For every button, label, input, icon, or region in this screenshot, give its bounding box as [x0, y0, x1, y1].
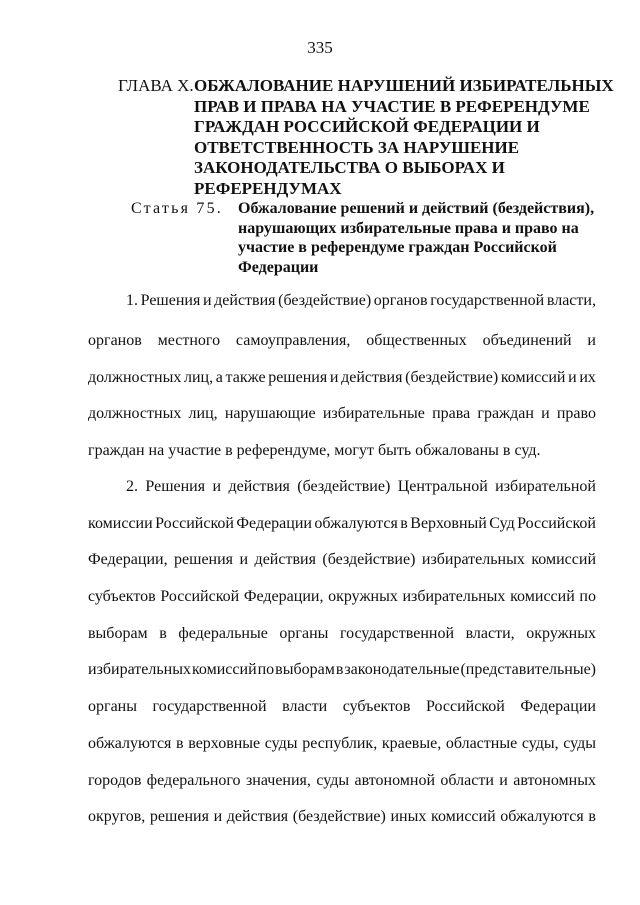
body-line: городов федерального значения, суды автономной области и автономных: [88, 772, 596, 789]
body-line: субъектов Российской Федерации, окружных избирательных комиссий по: [88, 588, 596, 605]
article-title-line: участие в референдуме граждан Российской: [238, 239, 557, 256]
article-title-line: нарушающих избирательные права и право на: [238, 219, 579, 237]
chapter-heading: [118, 76, 614, 199]
body-line: комиссии Российской Федерации обжалуются в Верховный Суд Российской: [88, 515, 596, 532]
body-line: избирательных комиссий по выборам в законодательные (представительные): [88, 661, 596, 678]
chapter-title-line: ОТВЕТСТВЕННОСТЬ ЗА НАРУШЕНИЕ: [194, 137, 520, 157]
article-title-line: Обжалование решений и действий (бездействия),: [238, 200, 595, 217]
body-line: выборам в федеральные органы государственной власти, окружных: [88, 625, 596, 642]
chapter-title-line: ПРАВ И ПРАВА НА УЧАСТИЕ В РЕФЕРЕНДУМЕ: [194, 96, 590, 116]
page-number: 335: [307, 38, 333, 57]
body-line: органы государственной власти субъектов Российской Федерации: [88, 698, 596, 715]
body-line: органов местного самоуправления, общественных объединений и: [88, 332, 596, 349]
chapter-title: [194, 76, 614, 199]
chapter-title-line: ГРАЖДАН РОССИЙСКОЙ ФЕДЕРАЦИИ И: [194, 117, 540, 136]
body-line: Федерации, решения и действия (бездействие) избирательных комиссий: [88, 551, 596, 568]
body-line: должностных лиц, а также решения и действия (бездействие) комиссий и их: [88, 369, 596, 386]
chapter-title-line: РЕФЕРЕНДУМАХ: [194, 178, 342, 198]
article-title: [238, 199, 611, 277]
article-number: Статья 75.: [131, 200, 223, 217]
body-line: должностных лиц, нарушающие избирательные права граждан и право: [88, 405, 596, 422]
chapter-title-line: ЗАКОНОДАТЕЛЬСТВА О ВЫБОРАХ И: [194, 158, 505, 177]
chapter-title-line: ОБЖАЛОВАНИЕ НАРУШЕНИЙ ИЗБИРАТЕЛЬНЫХ: [194, 76, 614, 95]
body-line: граждан на участие в референдуме, могут быть обжалованы в суд.: [88, 442, 541, 459]
article-title-line: Федерации: [238, 258, 319, 276]
chapter-number: ГЛАВА X.: [118, 76, 194, 95]
body-line: округов, решения и действия (бездействие) иных комиссий обжалуются в: [88, 808, 596, 825]
body-line: 1. Решения и действия (бездействие) органов государственной власти,: [126, 292, 596, 309]
article-heading: [131, 199, 611, 277]
body-line: 2. Решения и действия (бездействие) Центральной избирательной: [126, 478, 596, 495]
body-line: обжалуются в верховные суды республик, краевые, областные суды, суды: [88, 735, 596, 752]
